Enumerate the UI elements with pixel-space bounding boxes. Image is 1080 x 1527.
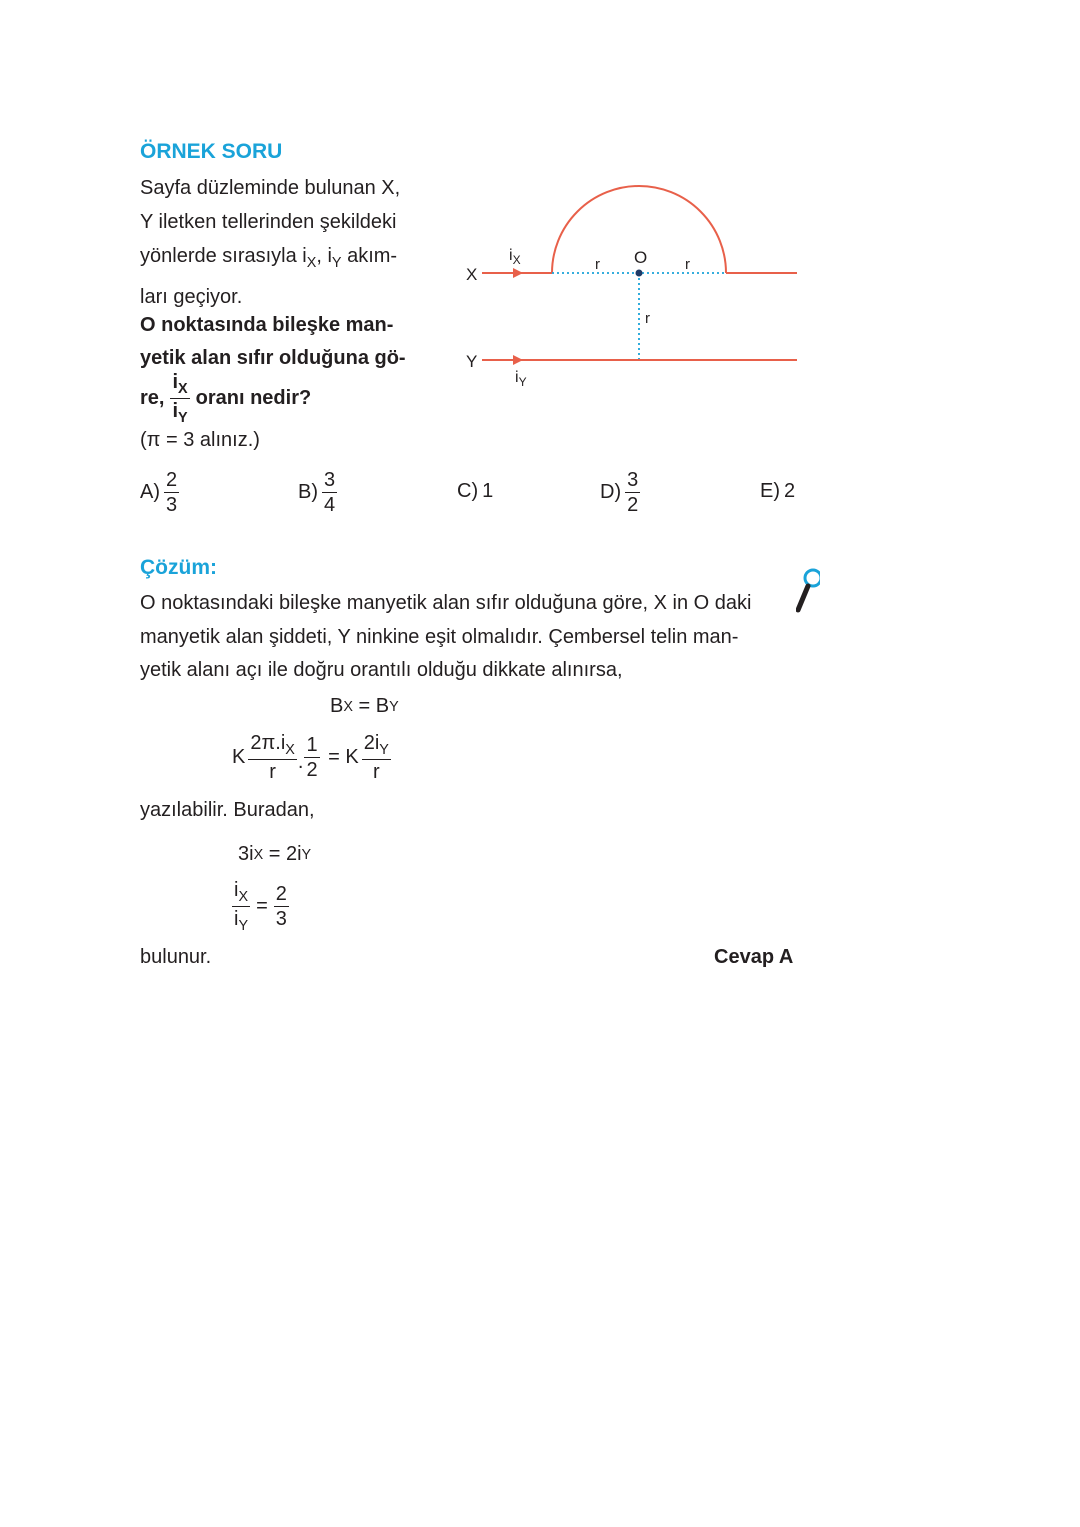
solution-line-1: O noktasındaki bileşke manyetik alan sıfır olduğuna göre, X in O daki (140, 592, 752, 614)
current-y-label: $i_Y$ (515, 369, 527, 389)
equation-3ix-2iy: 3i X = 2i Y (238, 843, 312, 865)
solution-text (140, 587, 820, 688)
wire-y-label: Y (466, 352, 478, 371)
equation-ratio-result: $\frac{i_X}{i_Y}$ = $\frac{2}{3}$ (234, 879, 287, 935)
ask-line-2: yetik alan sıfır olduğuna gö- (140, 347, 406, 369)
arrow-y-icon (513, 355, 523, 365)
ask-tail: oranı nedir? (195, 387, 312, 410)
radius-left-label: r (595, 256, 600, 273)
question-heading: ÖRNEK SORU (140, 140, 283, 163)
intro-line-1: Sayfa düzleminde bulunan X, (140, 177, 401, 199)
wire-diagram (455, 175, 810, 400)
equation-field-balance: K $\frac{2\pi.i_X}{r}$ . $\frac{1}{2}$ = K $\frac{2i_Y}{r}$ (232, 732, 389, 784)
point-o (636, 270, 643, 277)
choice-a[interactable]: A) $\frac{2}{3}$ (140, 469, 178, 516)
intro-line-4: ları geçiyor. (140, 286, 243, 309)
current-x-label: $i_X$ (509, 247, 521, 267)
choice-c[interactable]: C) 1 (457, 480, 494, 502)
equation-bx-by: B X = B Y (330, 695, 399, 717)
question-ratio-line (140, 372, 311, 426)
ask-line-1: O noktasında bileşke man- (140, 314, 394, 336)
choice-e[interactable]: E) 2 (760, 480, 796, 502)
choice-b[interactable]: B) $\frac{3}{4}$ (298, 469, 336, 516)
question-ask (140, 309, 440, 375)
solution-closing: bulunur. (140, 946, 212, 968)
choice-d[interactable]: D) $\frac{3}{2}$ (600, 469, 639, 516)
intro-line-2: Y iletken tellerinden şekildeki (140, 211, 397, 233)
solution-middle: yazılabilir. Buradan, (140, 799, 315, 821)
question-intro (140, 171, 440, 314)
arrow-x-icon (513, 268, 523, 278)
point-o-label: O (634, 248, 648, 267)
answer-label: Cevap A (714, 946, 794, 968)
ratio-fraction: $\frac{i_X}{i_Y}$ (172, 371, 188, 427)
pi-note: (π = 3 alınız.) (140, 429, 260, 451)
intro-line-3: yönlerde sırasıyla $i_X$, $i_Y$ akım- (140, 245, 398, 272)
radius-vertical-label: r (645, 310, 650, 327)
solution-heading: Çözüm: (140, 556, 217, 579)
ask-re: re, (140, 387, 165, 410)
radius-right-label: r (685, 256, 690, 273)
solution-line-3: yetik alanı açı ile doğru orantılı olduğu dikkate alınırsa, (140, 659, 623, 681)
magnifier-icon[interactable] (796, 566, 820, 616)
solution-line-2: manyetik alan şiddeti, Y ninkine eşit olmalıdır. Çembersel telin man- (140, 625, 739, 648)
wire-x-label: X (466, 265, 478, 284)
